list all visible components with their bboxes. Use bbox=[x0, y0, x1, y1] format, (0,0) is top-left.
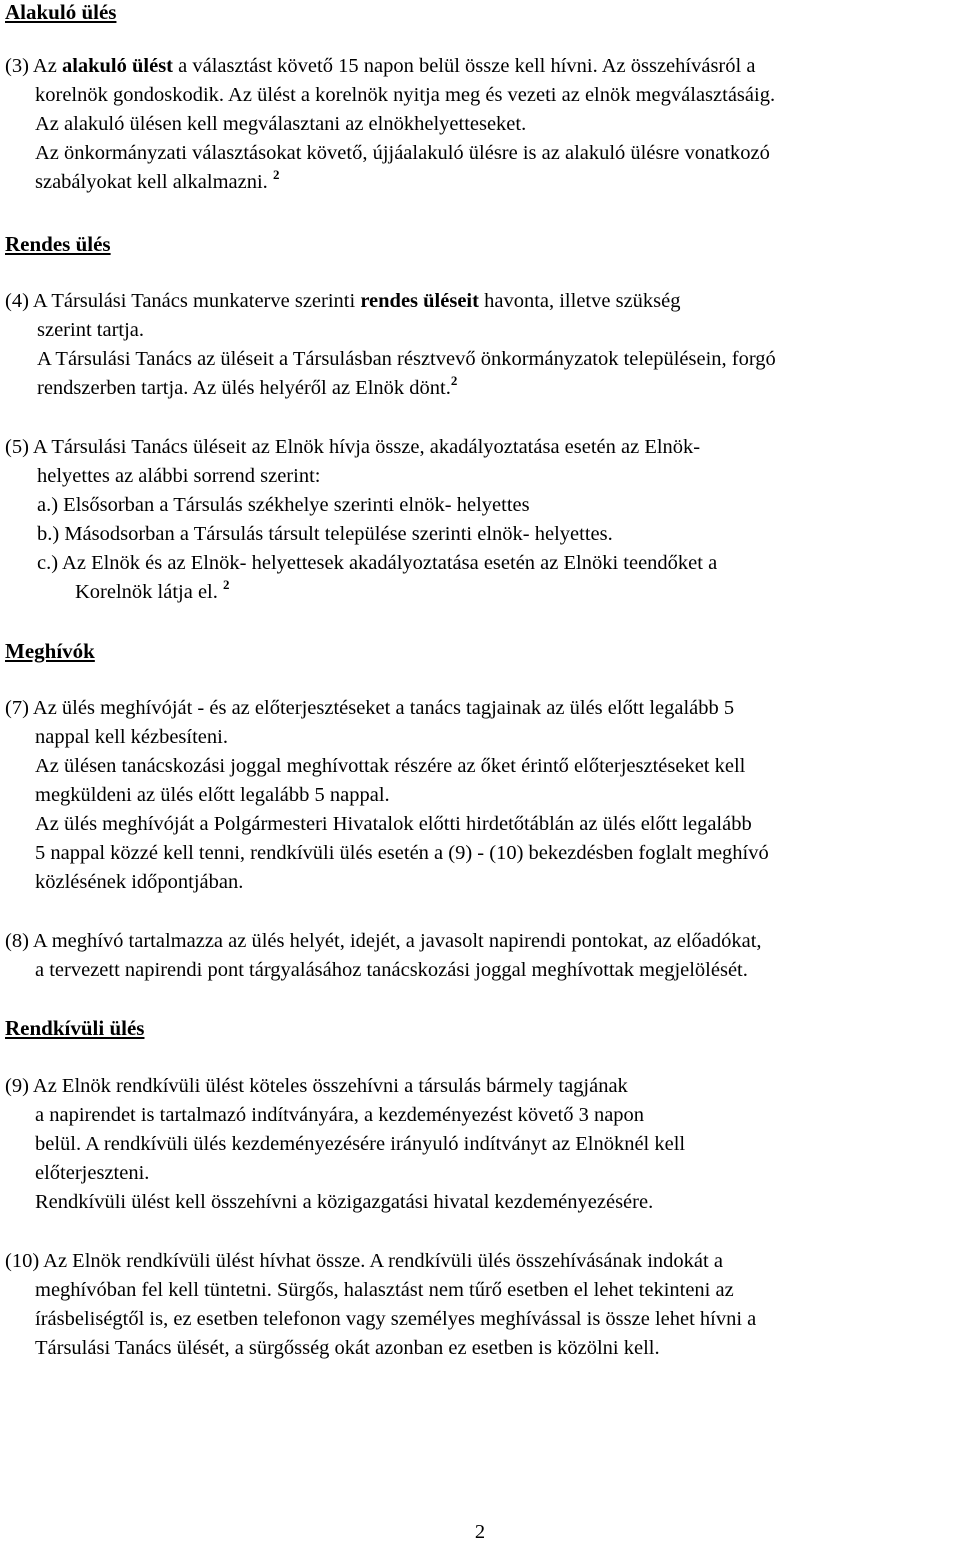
paragraph-5 bbox=[5, 433, 950, 607]
paragraph-4 bbox=[5, 287, 950, 403]
paragraph-line: szabályokat kell alkalmazni. $^2$ bbox=[35, 167, 280, 193]
paragraph-line: meghívóban fel kell tüntetni. Sürgős, halasztást nem tűrő esetben el lehet tekinteni az bbox=[35, 1279, 734, 1301]
paragraph-line: megküldeni az ülés előtt legalább 5 nappal. bbox=[35, 784, 390, 806]
paragraph-line: Társulási Tanács ülését, a sürgősség okát azonban ez esetben is közölni kell. bbox=[35, 1337, 660, 1359]
paragraph-line: (3) Az alakuló ülést a választást követő 15 napon belül össze kell hívni. Az összehívásról a bbox=[5, 55, 756, 77]
paragraph-line: korelnök gondoskodik. Az ülést a korelnök nyitja meg és vezeti az elnök megválasztásáig. bbox=[35, 84, 776, 106]
list-item-a: a.) Elsősorban a Társulás székhelye szerinti elnök- helyettes bbox=[37, 494, 530, 516]
paragraph-line: (4) A Társulási Tanács munkaterve szerinti rendes üléseit havonta, illetve szükség bbox=[5, 290, 681, 312]
bold-term: alakuló ülést bbox=[61, 55, 174, 77]
paragraph-line: (8) A meghívó tartalmazza az ülés helyét, idejét, a javasolt napirendi pontokat, az előadókat, bbox=[5, 930, 762, 952]
paragraph-line: (9) Az Elnök rendkívüli ülést köteles összehívni a társulás bármely tagjának bbox=[5, 1075, 628, 1097]
footnote-ref: 2 bbox=[272, 167, 280, 182]
paragraph-line: közlésének időpontjában. bbox=[35, 871, 244, 893]
section-heading-rendkivuli: Rendkívüli ülés bbox=[5, 1016, 145, 1040]
paragraph-line: Az alakuló ülésen kell megválasztani az elnökhelyetteseket. bbox=[35, 113, 527, 135]
page-number: 2 bbox=[474, 1521, 486, 1543]
section-heading-rendes: Rendes ülés bbox=[5, 232, 111, 256]
list-item-b: b.) Másodsorban a Társulás társult települése szerinti elnök- helyettes. bbox=[37, 523, 613, 545]
section-heading-meghivok: Meghívók bbox=[5, 639, 95, 663]
footnote-ref: 2 bbox=[450, 373, 458, 388]
paragraph-line: (5) A Társulási Tanács üléseit az Elnök hívja össze, akadályoztatása esetén az Elnök- bbox=[5, 436, 701, 458]
paragraph-8 bbox=[5, 927, 950, 985]
paragraph-line: írásbeliségtől is, ez esetben telefonon vagy személyes meghívással is össze lehet hívni a bbox=[35, 1308, 757, 1330]
paragraph-line: a tervezett napirendi pont tárgyalásához tanácskozási joggal meghívottak megjelölését. bbox=[35, 959, 748, 981]
paragraph-9 bbox=[5, 1072, 950, 1217]
footnote-ref: 2 bbox=[223, 577, 230, 592]
paragraph-line: rendszerben tartja. Az ülés helyéről az Elnök dönt.$^2$ bbox=[37, 373, 458, 399]
paragraph-line: nappal kell kézbesíteni. bbox=[35, 726, 228, 748]
paragraph-line: Az ülésen tanácskozási joggal meghívottak részére az őket érintő előterjesztéseket kell bbox=[35, 755, 746, 777]
list-item-c: c.) Az Elnök és az Elnök- helyettesek akadályoztatása esetén az Elnöki teendőket a bbox=[37, 552, 718, 574]
paragraph-line: 5 nappal közzé kell tenni, rendkívüli ülés esetén a (9) - (10) bekezdésben foglalt meghívó bbox=[35, 842, 769, 864]
paragraph-line: belül. A rendkívüli ülés kezdeményezésére irányuló indítványt az Elnöknél kell bbox=[35, 1133, 686, 1155]
paragraph-line: (7) Az ülés meghívóját - és az előterjesztéseket a tanács tagjainak az ülés előtt legalább 5 bbox=[5, 697, 735, 719]
bold-term: rendes üléseit bbox=[360, 290, 479, 312]
paragraph-line: (10) Az Elnök rendkívüli ülést hívhat össze. A rendkívüli ülés összehívásának indokát a bbox=[5, 1250, 723, 1272]
paragraph-line: helyettes az alábbi sorrend szerint: bbox=[37, 465, 321, 487]
paragraph-line: Rendkívüli ülést kell összehívni a közigazgatási hivatal kezdeményezésére. bbox=[35, 1191, 654, 1213]
paragraph-7 bbox=[5, 694, 950, 897]
paragraph-line: a napirendet is tartalmazó indítványára, a kezdeményezést követő 3 napon bbox=[35, 1104, 645, 1126]
paragraph-line: Az ülés meghívóját a Polgármesteri Hivatalok előtti hirdetőtáblán az ülés előtt legalább bbox=[35, 813, 752, 835]
paragraph-line: szerint tartja. bbox=[37, 319, 145, 341]
section-heading-alakulo: Alakuló ülés bbox=[5, 0, 117, 24]
paragraph-line: A Társulási Tanács az üléseit a Társulásban résztvevő önkormányzatok településein, forgó bbox=[37, 348, 776, 370]
paragraph-line: Korelnök látja el. $^2$ bbox=[75, 577, 230, 603]
paragraph-line: Az önkormányzati választásokat követő, újjáalakuló ülésre is az alakuló ülésre vonatkozó bbox=[35, 142, 770, 164]
paragraph-3 bbox=[5, 52, 950, 197]
paragraph-line: előterjeszteni. bbox=[35, 1162, 150, 1184]
paragraph-10 bbox=[5, 1247, 950, 1363]
